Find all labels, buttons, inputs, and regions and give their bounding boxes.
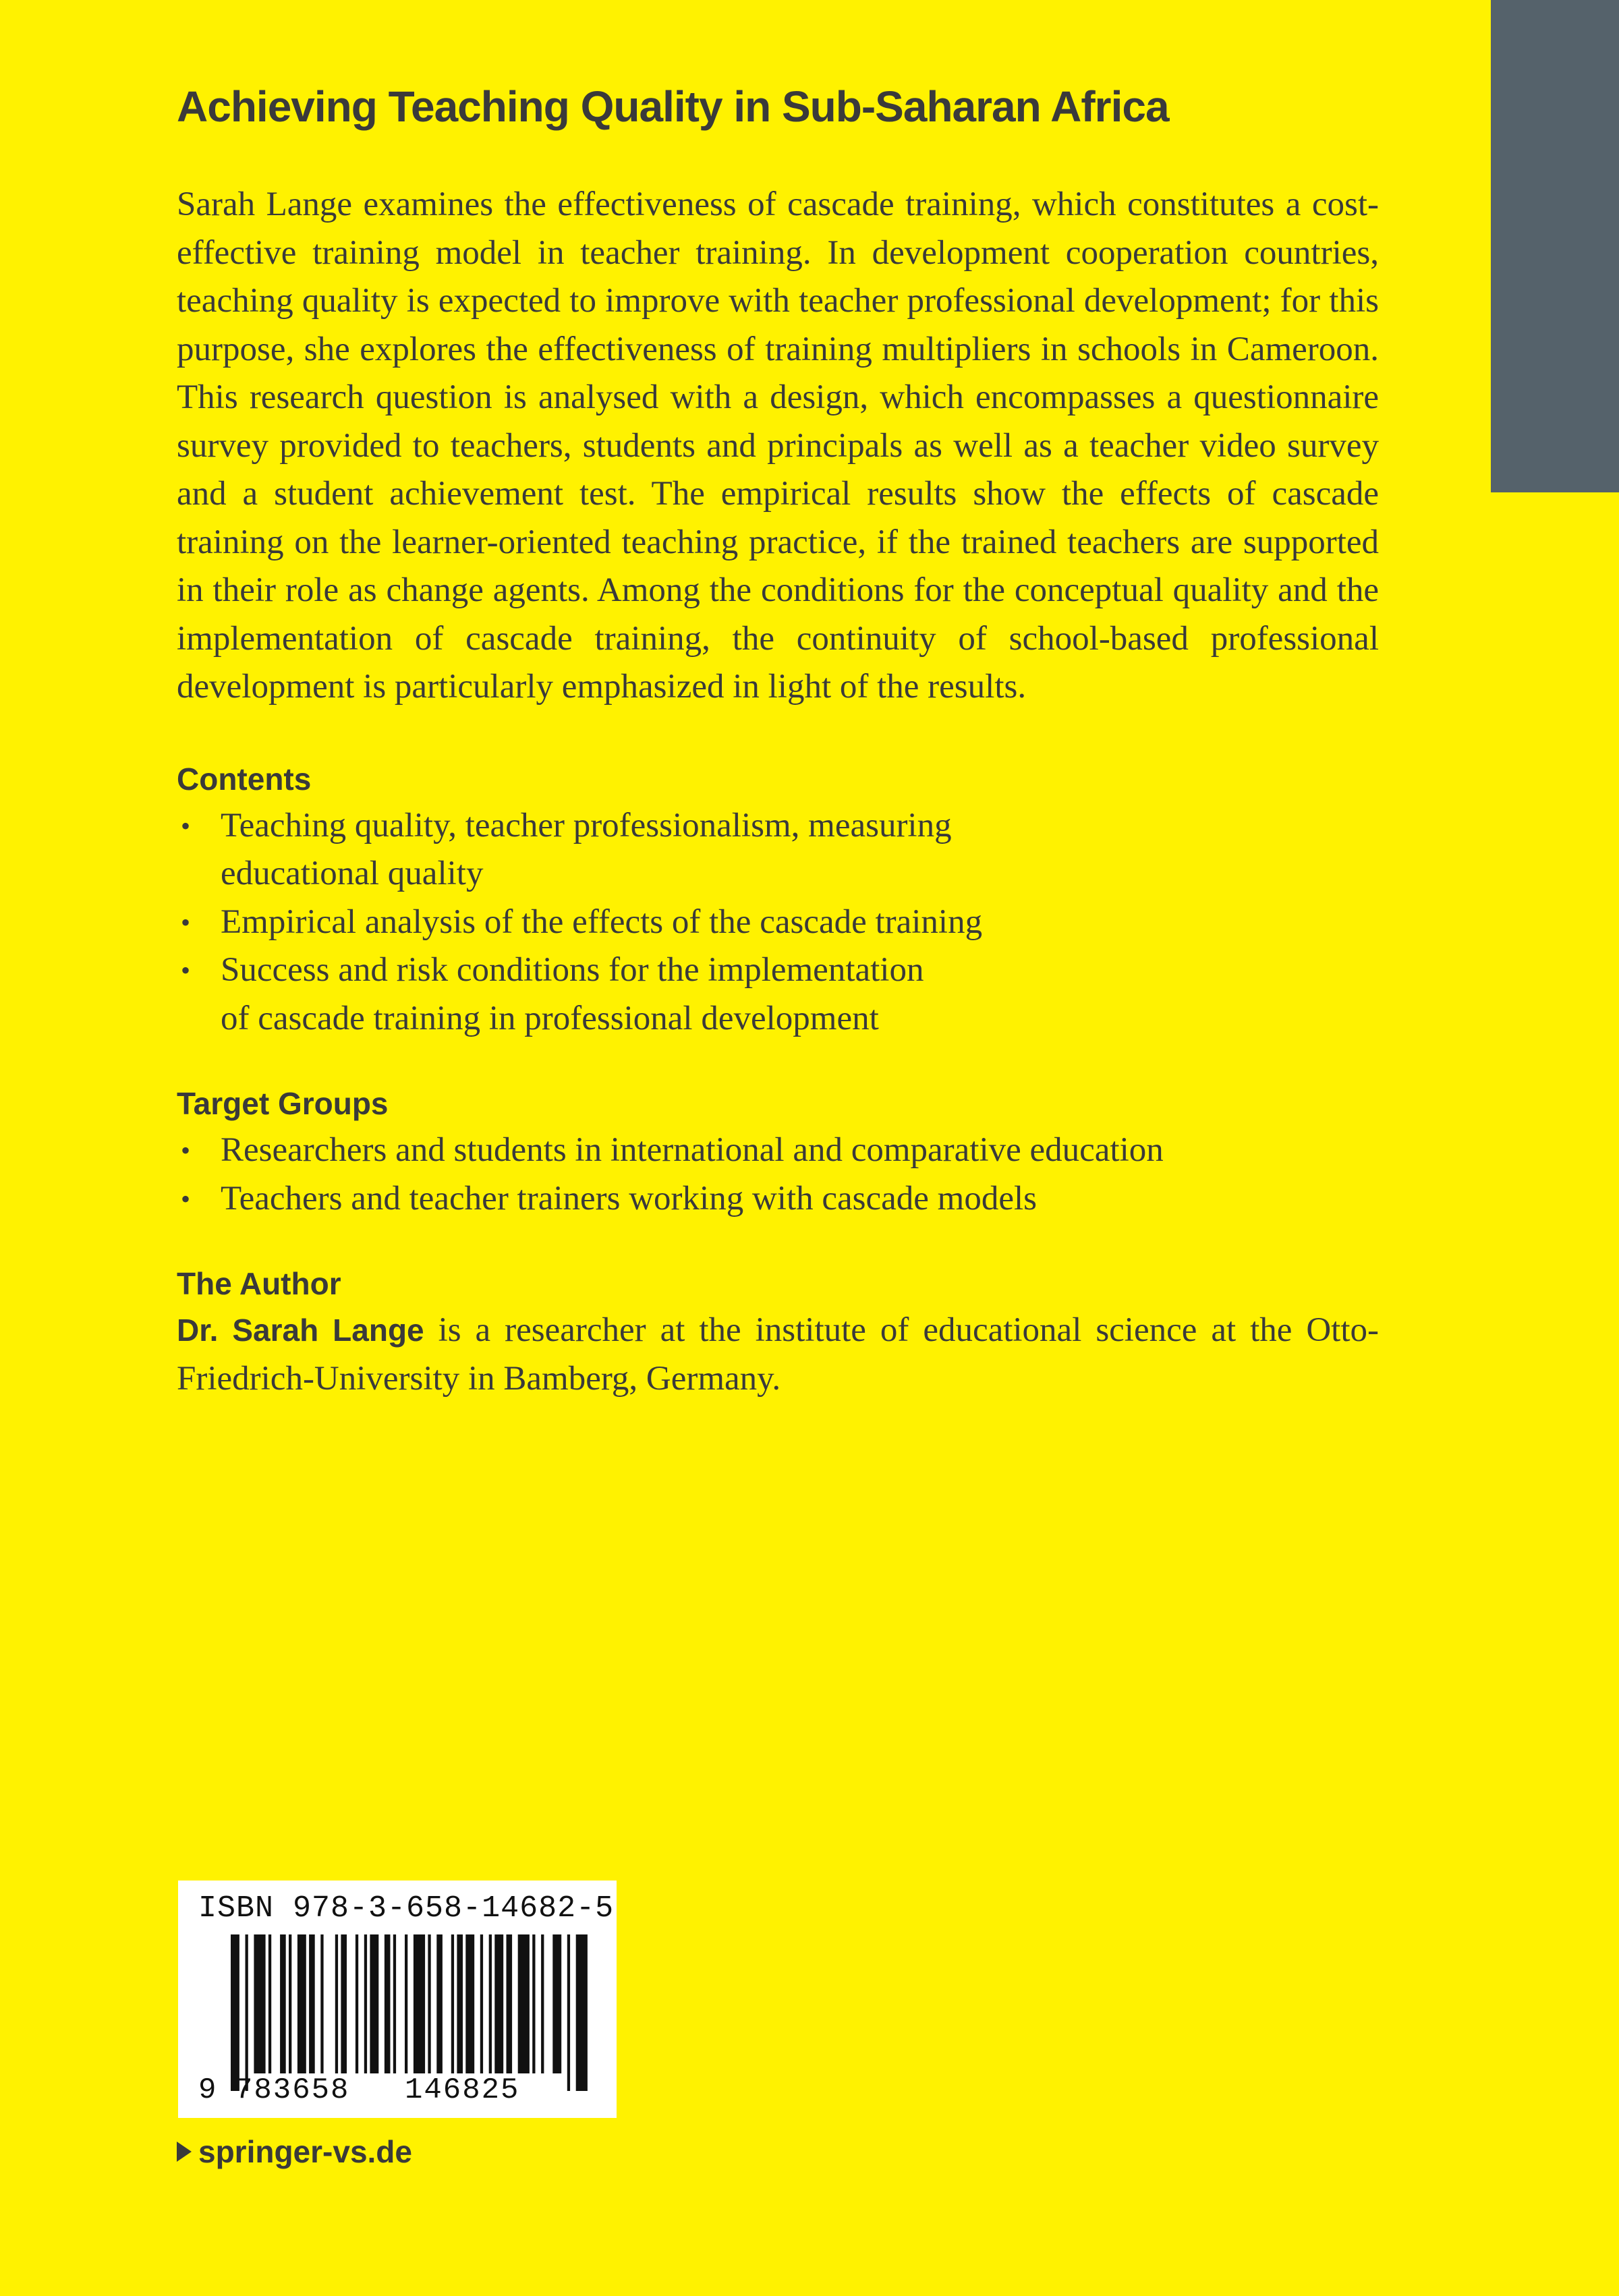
- barcode-bar: [494, 1934, 503, 2073]
- target-groups-list: [177, 1126, 1379, 1223]
- barcode-bar: [231, 1934, 239, 2091]
- barcode-graphic: [178, 1881, 617, 2118]
- barcode-digit-first: 9: [198, 2073, 217, 2107]
- barcode-bar: [457, 1934, 463, 2073]
- barcode-bar: [385, 1934, 391, 2073]
- barcode-bar: [370, 1934, 378, 2073]
- book-title: Achieving Teaching Quality in Sub-Saharan Africa: [177, 82, 1169, 131]
- barcode-bars: [231, 1934, 588, 2091]
- barcode-bar: [246, 1934, 248, 2091]
- barcode-bar: [465, 1934, 474, 2073]
- target-group-item: • Teachers and teacher trainers working with cascade models: [177, 1175, 1379, 1224]
- side-tab-decoration: [1491, 0, 1619, 492]
- book-description: Sarah Lange examines the effectiveness of cascade training, which constitutes a cost-effective training model in teacher training. In development cooperation countries, teaching quality is expected to improve with teacher professional development; for this purpose, she explores the effectiveness of training multipliers in schools in Cameroon. This research question is analysed with a design, which encompasses a questionnaire survey provided to teachers, students and principals as well as a teacher video survey and a student achievement test. The empirical results show the effects of cascade training on the learner-oriented teaching practice, if the trained teachers are supported in their role as change agents. Among the conditions for the conceptual quality and the implementation of cascade training, the continuity of school-based professional development is particularly emphasized in light of the results.: [177, 185, 1379, 706]
- target-group-item: • Researchers and students in international and comparative education: [177, 1126, 1379, 1175]
- barcode-bar: [567, 1934, 570, 2091]
- author-name: Dr. Sarah Lange: [177, 1313, 424, 1348]
- barcode-bar: [280, 1934, 286, 2073]
- barcode-bar: [451, 1934, 454, 2073]
- barcode-bar: [414, 1934, 425, 2073]
- publisher-website[interactable]: [177, 2131, 412, 2172]
- barcode-bar: [507, 1934, 513, 2073]
- author-heading: The Author: [177, 1266, 341, 1301]
- barcode-bar: [405, 1934, 407, 2073]
- barcode-bar: [320, 1934, 323, 2073]
- barcode-bar: [393, 1934, 396, 2073]
- barcode-bar: [489, 1934, 492, 2073]
- barcode-digits-group1: 783658: [235, 2073, 350, 2107]
- back-cover-content: [177, 80, 1379, 1403]
- barcode-bar: [576, 1934, 588, 2091]
- barcode-bar: [552, 1934, 561, 2073]
- barcode-bar: [356, 1934, 358, 2073]
- barcode-bar: [480, 1934, 483, 2073]
- author-bio: [177, 1307, 1379, 1403]
- target-groups-heading: Target Groups: [177, 1086, 389, 1121]
- barcode-bar: [254, 1934, 265, 2073]
- contents-item: • Empirical analysis of the effects of the cascade training: [177, 898, 1379, 947]
- barcode-bar: [436, 1934, 443, 2073]
- barcode-bar: [541, 1934, 544, 2073]
- barcode-bar: [518, 1934, 530, 2073]
- contents-list: [177, 802, 1379, 1043]
- isbn-barcode: [178, 1881, 617, 2118]
- contents-item: • Success and risk conditions for the implementation of cascade training in professional development: [177, 946, 1379, 1043]
- barcode-digits-group2: 146825: [405, 2073, 520, 2107]
- barcode-bar: [289, 1934, 291, 2073]
- contents-item: • Teaching quality, teacher professionalism, measuring educational quality: [177, 802, 1379, 898]
- barcode-bar: [428, 1934, 430, 2073]
- barcode-bar: [309, 1934, 315, 2073]
- barcode-bar: [297, 1934, 306, 2073]
- isbn-label: ISBN 978-3-658-14682-5: [198, 1891, 615, 1926]
- website-label: springer-vs.de: [198, 2134, 412, 2169]
- barcode-bar: [364, 1934, 367, 2073]
- barcode-bar: [268, 1934, 271, 2073]
- contents-heading: Contents: [177, 761, 312, 797]
- author-bio-text: is a researcher at the institute of educational science at the Otto-Friedrich-University in Bamberg, Germany.: [177, 1311, 1380, 1398]
- barcode-bar: [532, 1934, 535, 2073]
- arrow-right-icon: [177, 2142, 192, 2162]
- barcode-bar: [335, 1934, 338, 2073]
- barcode-bar: [341, 1934, 347, 2073]
